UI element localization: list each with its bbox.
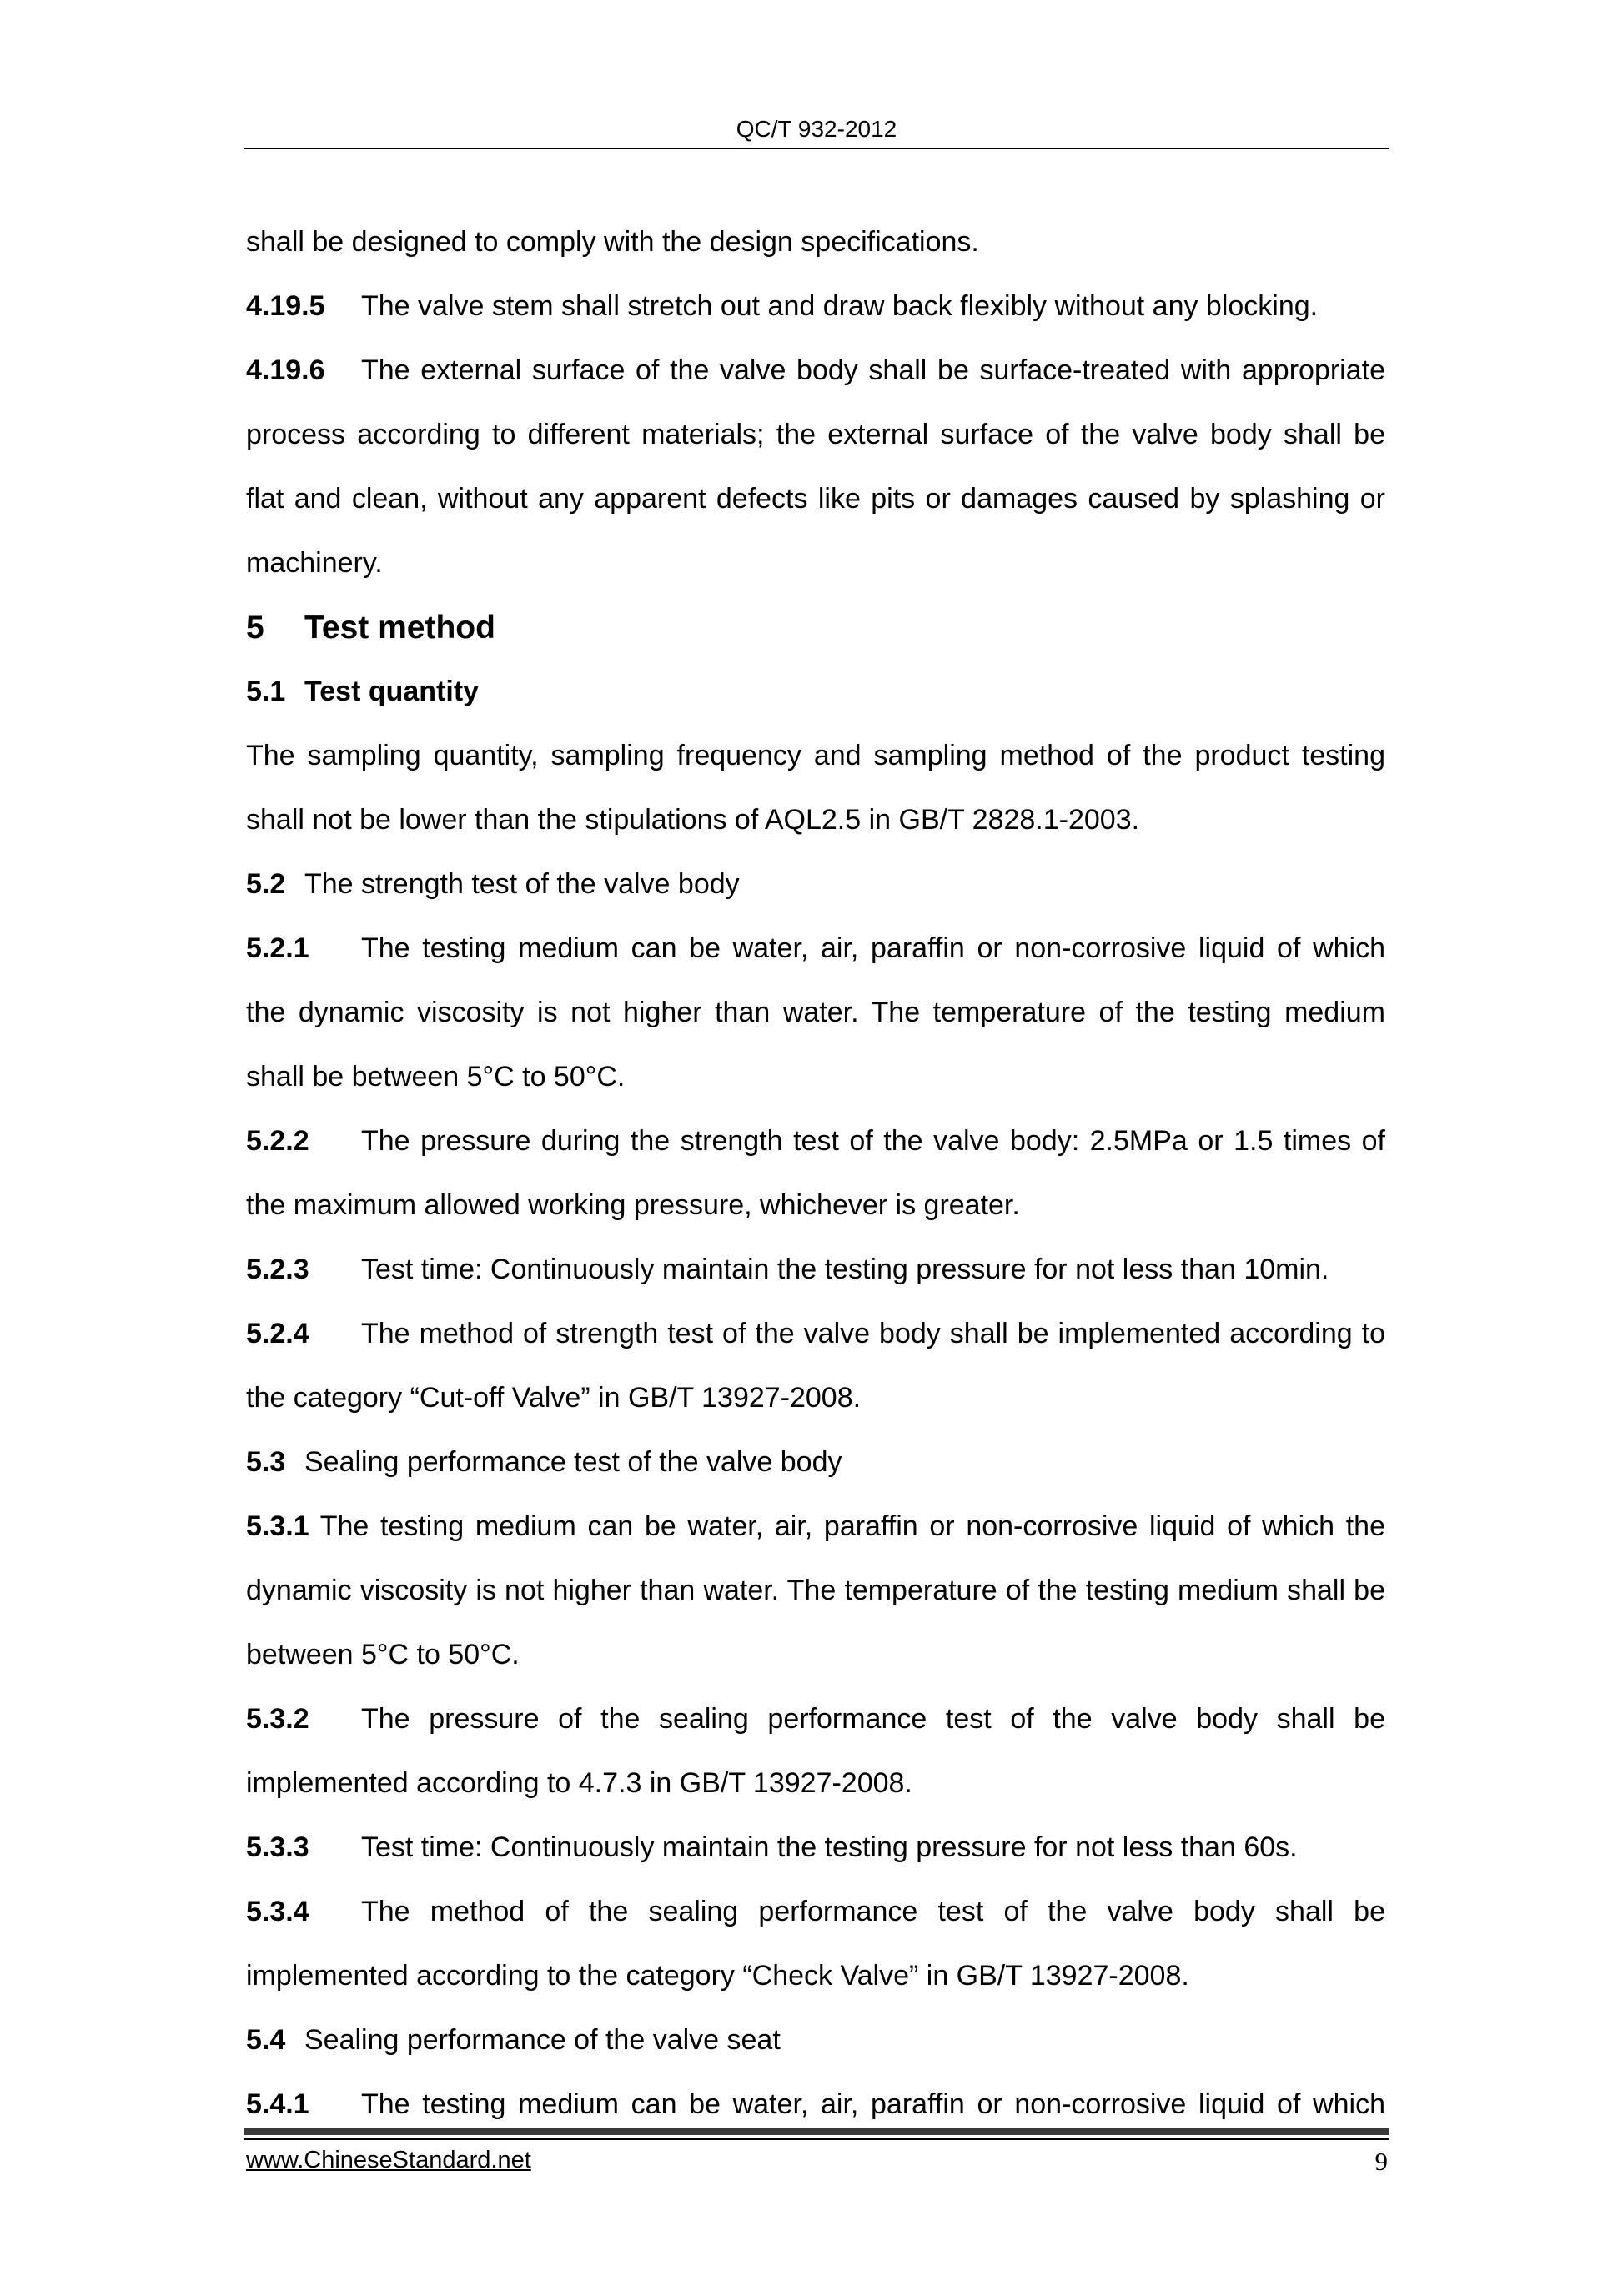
- text-line: [246, 981, 1385, 1045]
- text-line: [246, 1109, 1385, 1173]
- header-rule: [244, 148, 1389, 149]
- clause-number: 5.4: [246, 2024, 286, 2056]
- text-line: [246, 1045, 1385, 1109]
- page-number: 9: [1374, 2147, 1388, 2176]
- text-line: [246, 339, 1385, 403]
- clause-text: The testing medium can be water, air, paraffin or non-corrosive liquid of which: [361, 932, 1385, 964]
- clause-number: 5.3.3: [246, 1831, 309, 1863]
- text-line: [246, 1816, 1385, 1880]
- clause-number: 4.19.5: [246, 290, 325, 322]
- text-line: [246, 852, 1385, 917]
- clause-number: 5.3: [246, 1446, 286, 1478]
- clause-number: 5.2.4: [246, 1318, 309, 1349]
- text-line: [246, 1880, 1385, 1944]
- text-line: [246, 274, 1385, 339]
- text-line: [246, 1944, 1385, 2008]
- text-line: [246, 1559, 1385, 1623]
- clause-number: 5.2: [246, 868, 286, 900]
- text-line: [246, 1302, 1385, 1366]
- clause-text: process according to different materials; the external surface of the valve body shall be: [246, 419, 1385, 450]
- clause-number: 5.4.1: [246, 2088, 309, 2120]
- clause-text: The method of the sealing performance test of the valve body shall be: [361, 1896, 1385, 1927]
- text-line: [246, 531, 1385, 595]
- clause-number: 5.3.1: [246, 1510, 309, 1542]
- footer-rule-thin: [244, 2138, 1389, 2140]
- clause-text: The sampling quantity, sampling frequency and sampling method of the product testing: [246, 740, 1385, 771]
- clause-text: the dynamic viscosity is not higher than water. The temperature of the testing medium: [246, 997, 1385, 1028]
- clause-text: implemented according to 4.7.3 in GB/T 13927-2008.: [246, 1767, 912, 1799]
- clause-text: dynamic viscosity is not higher than water. The temperature of the testing medium shall be: [246, 1575, 1385, 1606]
- footer-rule: [244, 2128, 1389, 2135]
- clause-text: The pressure of the sealing performance test of the valve body shall be: [361, 1703, 1385, 1735]
- section-heading-5: [246, 595, 1385, 660]
- clause-number: 4.19.6: [246, 354, 325, 386]
- text-line: [246, 788, 1385, 852]
- clause-text: The external surface of the valve body shall be surface-treated with appropriate: [361, 354, 1385, 386]
- clause-text: implemented according to the category “Check Valve” in GB/T 13927-2008.: [246, 1960, 1189, 1992]
- clause-text: the maximum allowed working pressure, whichever is greater.: [246, 1189, 1020, 1221]
- text-line: [246, 1495, 1385, 1559]
- clause-text: Test time: Continuously maintain the testing pressure for not less than 10min.: [361, 1254, 1329, 1285]
- text-line: [246, 1238, 1385, 1302]
- text-line: [246, 210, 1385, 274]
- clause-text: The testing medium can be water, air, paraffin or non-corrosive liquid of which the: [319, 1510, 1385, 1542]
- clause-text: The pressure during the strength test of the valve body: 2.5MPa or 1.5 times of: [361, 1125, 1385, 1157]
- subsection-title: Test quantity: [304, 676, 480, 707]
- text-line: [246, 724, 1385, 788]
- clause-text: the category “Cut-off Valve” in GB/T 13927-2008.: [246, 1382, 862, 1414]
- clause-text: flat and clean, without any apparent defects like pits or damages caused by splashing or: [246, 483, 1385, 515]
- paragraph-block-4-19: [246, 210, 1385, 595]
- text-line: [246, 1430, 1385, 1495]
- clause-text: shall not be lower than the stipulations of AQL2.5 in GB/T 2828.1-2003.: [246, 804, 1140, 836]
- clause-text: Test time: Continuously maintain the testing pressure for not less than 60s.: [361, 1831, 1298, 1863]
- text-line: [246, 1751, 1385, 1816]
- paragraph-block-5: [246, 724, 1385, 2137]
- clause-number: 5.2.1: [246, 932, 309, 964]
- clause-text: The strength test of the valve body: [304, 868, 740, 900]
- section-number: 5: [246, 610, 264, 646]
- subsection-number: 5.1: [246, 676, 286, 707]
- text-line: [246, 2008, 1385, 2072]
- clause-text: The valve stem shall stretch out and draw back flexibly without any blocking.: [361, 290, 1319, 322]
- clause-text: Sealing performance of the valve seat: [304, 2024, 781, 2056]
- text-line: [246, 1687, 1385, 1751]
- text-line: [246, 917, 1385, 981]
- clause-text: The method of strength test of the valve body shall be implemented according to: [361, 1318, 1385, 1349]
- clause-text: shall be between 5°C to 50°C.: [246, 1061, 626, 1093]
- section-title: Test method: [304, 610, 495, 646]
- clause-text: between 5°C to 50°C.: [246, 1639, 520, 1671]
- clause-text: Sealing performance test of the valve body: [304, 1446, 842, 1478]
- subsection-heading-5-1: [246, 660, 1385, 724]
- running-header: QC/T 932-2012: [736, 116, 897, 142]
- clause-number: 5.3.2: [246, 1703, 309, 1735]
- website-link[interactable]: www.ChineseStandard.net: [246, 2147, 531, 2173]
- clause-number: 5.3.4: [246, 1896, 309, 1927]
- clause-number: 5.2.3: [246, 1254, 309, 1285]
- text-line: [246, 403, 1385, 467]
- clause-number: 5.2.2: [246, 1125, 309, 1157]
- page-body: [246, 210, 1385, 2137]
- clause-text: machinery.: [246, 547, 383, 579]
- text-line: [246, 1366, 1385, 1430]
- clause-text: The testing medium can be water, air, paraffin or non-corrosive liquid of which: [361, 2088, 1385, 2120]
- text-line: [246, 467, 1385, 531]
- text-line: [246, 2072, 1385, 2137]
- clause-text: shall be designed to comply with the design specifications.: [246, 226, 979, 258]
- text-line: [246, 1623, 1385, 1687]
- text-line: [246, 1173, 1385, 1238]
